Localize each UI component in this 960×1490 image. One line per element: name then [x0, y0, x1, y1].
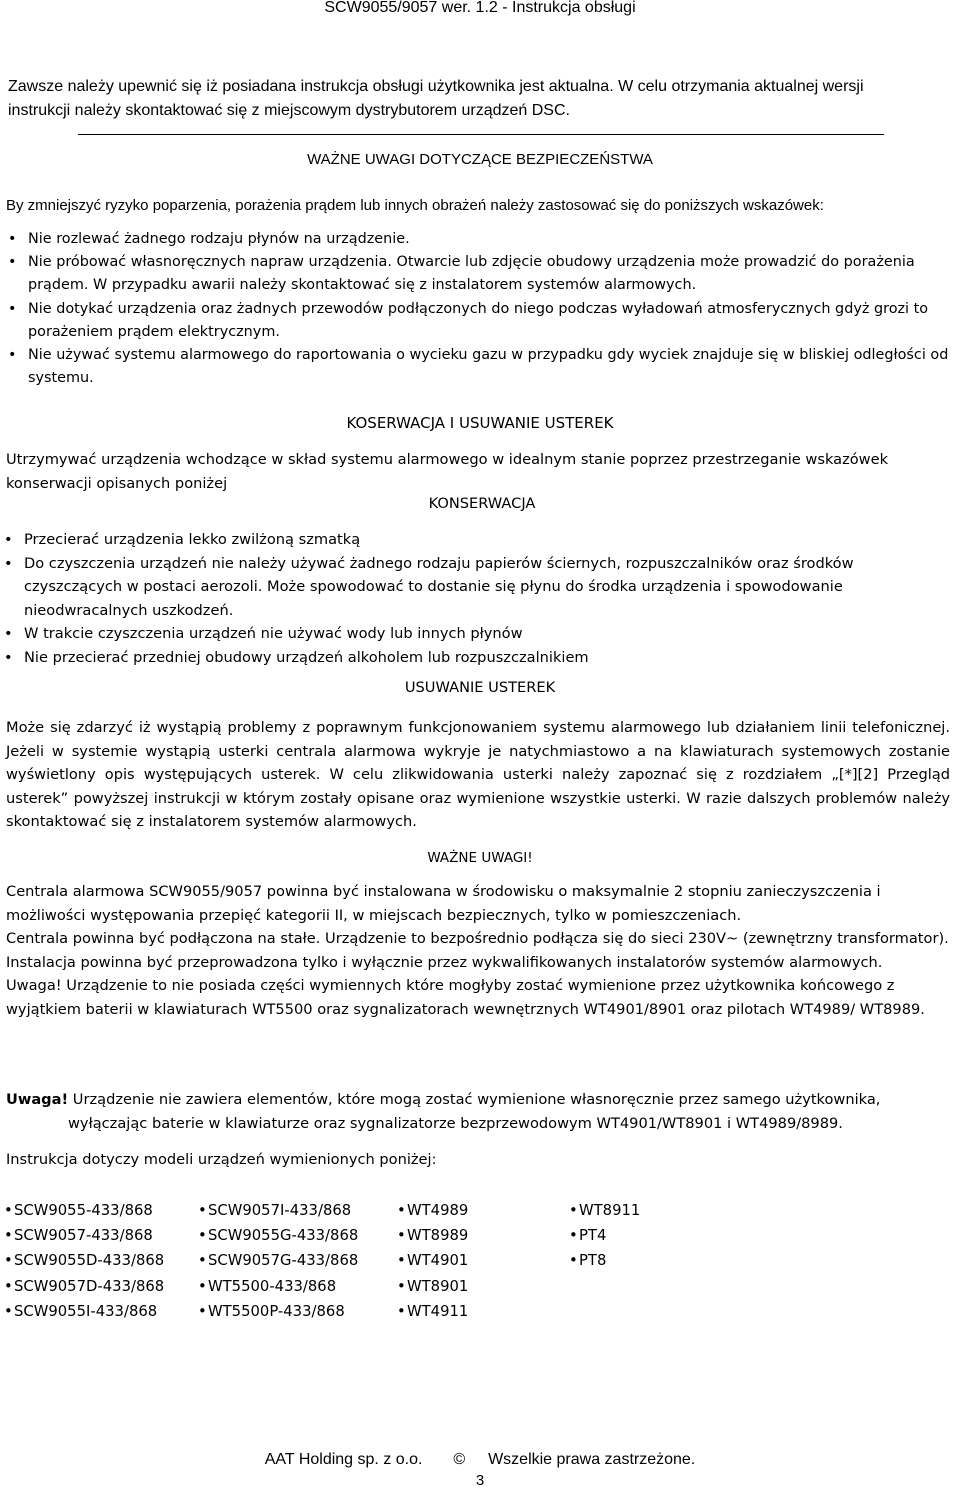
maintenance-heading: KOSERWACJA I USUWANIE USTEREK — [346, 414, 614, 432]
important-paragraph: Centrala alarmowa SCW9055/9057 powinna być instalowana w środowisku o maksymalnie 2 stopniu zanieczyszczenia i możliwości występowania przepięć kategorii II, w miejscach bezpiecznych, tylko w pomieszczeniach. — [6, 883, 881, 924]
list-item: • W trakcie czyszczenia urządzeń nie używać wody lub innych płynów — [4, 622, 948, 646]
important-notes — [6, 880, 950, 1021]
list-item: • WT5500-433/868 — [198, 1274, 392, 1299]
page-number: 3 — [475, 1472, 485, 1489]
list-item: • SCW9055I-433/868 — [4, 1299, 194, 1324]
list-item: • Nie używać systemu alarmowego do raportowania o wycieku gazu w przypadku gdy wyciek znajduje się w bliskiej odległości od systemu. — [8, 344, 954, 390]
models-column-4 — [569, 1198, 729, 1274]
models-lead: Instrukcja dotyczy modeli urządzeń wymienionych poniżej: — [6, 1151, 437, 1168]
page-footer — [0, 1451, 960, 1469]
list-item: • WT8901 — [397, 1274, 557, 1299]
intro-line-2: instrukcji należy skontaktować się z miejscowym dystrybutorem urządzeń DSC. — [8, 102, 570, 119]
safety-list — [8, 228, 954, 390]
models-column-2 — [198, 1198, 392, 1324]
models-column-1 — [4, 1198, 194, 1324]
troubleshooting-heading: USUWANIE USTEREK — [404, 679, 556, 696]
important-paragraph: Centrala powinna być podłączona na stałe. Urządzenie to bezpośrednio podłącza się do sieci 230V~ (zewnętrzny transformator). Instalacja powinna być przeprowadzona tylko i wyłącznie przez wykwalifikowanych instalatorów systemów alarmowych. — [6, 930, 949, 971]
list-item: • WT8911 — [569, 1198, 729, 1223]
list-item: • WT4911 — [397, 1299, 557, 1324]
user-note — [6, 1088, 950, 1135]
list-item: • Nie próbować własnoręcznych napraw urządzenia. Otwarcie lub zdjęcie obudowy urządzenia może prowadzić do porażenia prądem. W przypadku awarii należy skontaktować się z instalatorem systemów alarmowych. — [8, 251, 954, 297]
note-label: Uwaga! — [6, 1091, 69, 1108]
note-text-line-2: wyłączając baterie w klawiaturze oraz sygnalizatorze bezprzewodowym WT4901/WT8901 i WT4989/8989. — [68, 1114, 843, 1132]
list-item: • SCW9057I-433/868 — [198, 1198, 392, 1223]
maintenance-lead: Utrzymywać urządzenia wchodzące w skład systemu alarmowego w idealnym stanie poprzez przestrzeganie wskazówek konserwacji opisanych poniżej — [6, 451, 889, 492]
note-text-line-1: Urządzenie nie zawiera elementów, które mogą zostać wymienione własnoręcznie przez samego użytkownika, — [68, 1091, 881, 1108]
maintenance-subheading: KONSERWACJA — [428, 495, 536, 512]
models-column-3 — [397, 1198, 557, 1324]
divider — [78, 134, 884, 135]
safety-lead: By zmniejszyć ryzyko poparzenia, porażenia prądem lub innych obrażeń należy zastosować się do poniższych wskazówek: — [6, 197, 824, 214]
important-heading: WAŻNE UWAGI! — [427, 850, 533, 866]
list-item: • SCW9057-433/868 — [4, 1223, 194, 1248]
maintenance-list — [4, 528, 948, 669]
list-item: • Nie dotykać urządzenia oraz żadnych przewodów podłączonych do niego podczas wyładowań atmosferycznych gdyż grozi to porażeniem prądem elektrycznym. — [8, 298, 954, 344]
intro-line-1: Zawsze należy upewnić się iż posiadana instrukcja obsługi użytkownika jest aktualna. W celu otrzymania aktualnej wersji — [8, 78, 864, 95]
page-header: SCW9055/9057 wer. 1.2 - Instrukcja obsługi — [324, 0, 636, 16]
safety-heading: WAŻNE UWAGI DOTYCZĄCE BEZPIECZEŃSTWA — [307, 151, 653, 168]
list-item: • WT5500P-433/868 — [198, 1299, 392, 1324]
list-item: • SCW9055-433/868 — [4, 1198, 194, 1223]
list-item: • SCW9055G-433/868 — [198, 1223, 392, 1248]
list-item: • Do czyszczenia urządzeń nie należy używać żadnego rodzaju papierów ściernych, rozpuszczalników oraz środków czyszczących w postaci aerozoli. Może spowodować to dostanie się płynu do środka urządzenia i spowodowanie nieodwracalnych uszkodzeń. — [4, 552, 948, 623]
copyright-icon: © — [453, 1451, 466, 1468]
list-item: • PT4 — [569, 1223, 729, 1248]
important-paragraph: Uwaga! Urządzenie to nie posiada części wymiennych które mogłyby zostać wymienione przez użytkownika końcowego z wyjątkiem baterii w klawiaturach WT5500 oraz sygnalizatorach wewnętrznych WT4901/8901 oraz pilotach WT4989/ WT8989. — [6, 977, 925, 1018]
list-item: • WT8989 — [397, 1223, 557, 1248]
list-item: • Nie przecierać przedniej obudowy urządzeń alkoholem lub rozpuszczalnikiem — [4, 646, 948, 670]
list-item: • PT8 — [569, 1248, 729, 1273]
list-item: • Przecierać urządzenia lekko zwilżoną szmatką — [4, 528, 948, 552]
list-item: • WT4901 — [397, 1248, 557, 1273]
list-item: • Nie rozlewać żadnego rodzaju płynów na urządzenie. — [8, 228, 954, 251]
list-item: • SCW9057G-433/868 — [198, 1248, 392, 1273]
intro-note — [8, 75, 948, 123]
list-item: • WT4989 — [397, 1198, 557, 1223]
troubleshooting-text: Może się zdarzyć iż wystąpią problemy z poprawnym funkcjonowaniem systemu alarmowego lub działaniem linii telefonicznej. Jeżeli w systemie wystąpią usterki centrala alarmowa wykryje je natychmiastowo a na klawiaturach systemowych zostanie wyświetlony opis występujących usterek. W celu zlikwidowania usterki należy zapoznać się z rozdziałem „[*][2] Przegląd usterek” powyższej instrukcji w którym zostały opisane oraz wymienione wszystkie usterki. W razie dalszych problemów należy skontaktować się z instalatorem systemów alarmowych. — [6, 719, 950, 830]
footer-company: AAT Holding sp. z o.o. — [264, 1451, 423, 1468]
list-item: • SCW9057D-433/868 — [4, 1274, 194, 1299]
list-item: • SCW9055D-433/868 — [4, 1248, 194, 1273]
footer-rights: Wszelkie prawa zastrzeżone. — [488, 1451, 696, 1468]
